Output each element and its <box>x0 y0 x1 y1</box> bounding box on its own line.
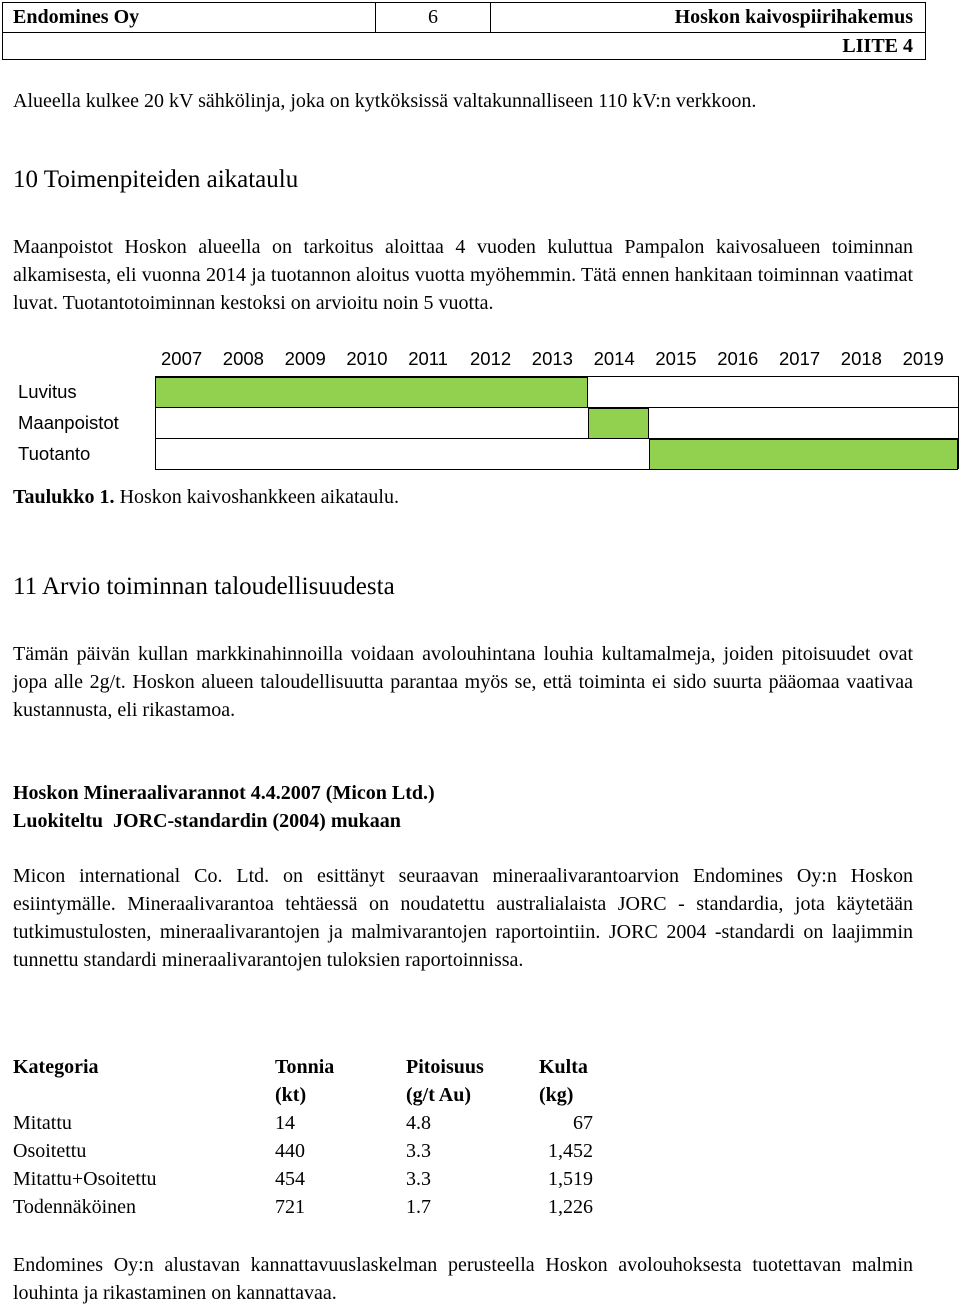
table-cell: 3.3 <box>406 1168 431 1190</box>
schedule-table <box>0 340 960 480</box>
table-cell: 1,519 <box>548 1168 593 1190</box>
table-cell: 721 <box>275 1196 305 1218</box>
closing-text: Endomines Oy:n alustavan kannattavuuslaskelman perusteella Hoskon avolouhoksesta tuotettavan malmin louhinta ja rikastaminen on kannattavaa. <box>13 1254 913 1304</box>
header-page-number: 6 <box>375 2 491 33</box>
table-cell: 14 <box>275 1112 295 1134</box>
row-label: Maanpoistot <box>18 412 119 433</box>
resources-title-1: Hoskon Mineraalivarannot 4.4.2007 (Micon Ltd.) <box>13 782 435 804</box>
table-cell: 1,226 <box>548 1196 593 1218</box>
table-header: Tonnia <box>275 1056 335 1078</box>
schedule-bar <box>588 408 650 439</box>
schedule-grid <box>0 340 960 480</box>
year-label-2010: 2010 <box>346 348 388 369</box>
year-label-2015: 2015 <box>655 348 697 369</box>
schedule-bar <box>155 377 588 408</box>
table-cell: 440 <box>275 1140 305 1162</box>
table-cell: Osoitettu <box>13 1140 87 1162</box>
year-label-2008: 2008 <box>222 348 264 369</box>
table-cell: 454 <box>275 1168 305 1190</box>
table-cell: 67 <box>573 1112 593 1134</box>
table-cell: 3.3 <box>406 1140 431 1162</box>
table-cell: 4.8 <box>406 1112 431 1134</box>
table-cell: 1,452 <box>548 1140 593 1162</box>
year-label-2019: 2019 <box>902 348 944 369</box>
table-header: Kulta <box>539 1056 588 1078</box>
table-cell: Todennäköinen <box>13 1196 137 1218</box>
year-label-2007: 2007 <box>161 348 203 369</box>
table-header: Kategoria <box>13 1056 99 1078</box>
table-header: Pitoisuus <box>406 1056 484 1078</box>
row-label: Luvitus <box>18 381 77 402</box>
header-attachment: LIITE 4 <box>2 32 926 60</box>
year-label-2018: 2018 <box>840 348 882 369</box>
schedule-caption <box>13 483 913 511</box>
year-label-2012: 2012 <box>470 348 512 369</box>
table-cell: 1.7 <box>406 1196 431 1218</box>
year-label-2013: 2013 <box>531 348 573 369</box>
section-10-heading: 10 Toimenpiteiden aikataulu <box>13 166 299 193</box>
year-label-2017: 2017 <box>779 348 821 369</box>
year-label-2014: 2014 <box>593 348 635 369</box>
header-company: Endomines Oy <box>2 2 376 33</box>
table-unit: (kt) <box>275 1084 307 1106</box>
table-unit: (kg) <box>539 1084 574 1106</box>
year-label-2016: 2016 <box>717 348 759 369</box>
table-unit: (g/t Au) <box>406 1084 471 1106</box>
year-label-2011: 2011 <box>408 348 448 369</box>
table-cell: Mitattu+Osoitettu <box>13 1168 157 1190</box>
intro-text: Alueella kulkee 20 kV sähkölinja, joka on kytköksissä valtakunnalliseen 110 kV:n verkkoon. <box>13 90 757 112</box>
section-11-heading: 11 Arvio toiminnan taloudellisuudesta <box>13 573 395 600</box>
grid-border <box>958 376 959 469</box>
table-cell: Mitattu <box>13 1112 72 1134</box>
section-11-paragraph-2: Micon international Co. Ltd. on esittänyt seuraavan mineraalivarantoarvion Endomines Oy:n Hoskon esiintymälle. Mineraalivarantoa tehtäessä on noudatettu australialaista JORC - standardia, jota käytetään tutkimustulosten, mineraalivarantojen ja malmivarantojen raportointiin. JORC 2004 -standardi on laajimmin tunnettu standardi mineraalivarantojen tuloksien raportoinnissa. <box>13 865 913 971</box>
year-label-2009: 2009 <box>284 348 326 369</box>
header-title: Hoskon kaivospiirihakemus <box>490 2 926 33</box>
page-header <box>2 2 926 58</box>
resources-table <box>13 1056 713 1226</box>
resources-title-2: Luokiteltu JORC-standardin (2004) mukaan <box>13 810 401 832</box>
caption-label: Taulukko 1. <box>13 486 115 508</box>
section-10-paragraph: Maanpoistot Hoskon alueella on tarkoitus aloittaa 4 vuoden kuluttua Pampalon kaivosalueen toiminnan alkamisesta, eli vuonna 2014 ja tuotannon aloitus vuotta myöhemmin. Tätä ennen hankitaan toiminnan vaatimat luvat. Tuotantotoiminnan kestoksi on arvioitu noin 5 vuotta. <box>13 236 913 314</box>
row-label: Tuotanto <box>18 443 91 464</box>
caption-text: Hoskon kaivoshankkeen aikataulu. <box>114 486 399 508</box>
schedule-bar <box>649 439 958 470</box>
section-11-paragraph: Tämän päivän kullan markkinahinnoilla voidaan avolouhintana louhia kultamalmeja, joiden pitoisuudet ovat jopa alle 2g/t. Hoskon alueen taloudellisuutta parantaa myös se, että toiminta ei sido suurta pääomaa vaativaa kustannusta, eli rikastamoa. <box>13 643 913 721</box>
